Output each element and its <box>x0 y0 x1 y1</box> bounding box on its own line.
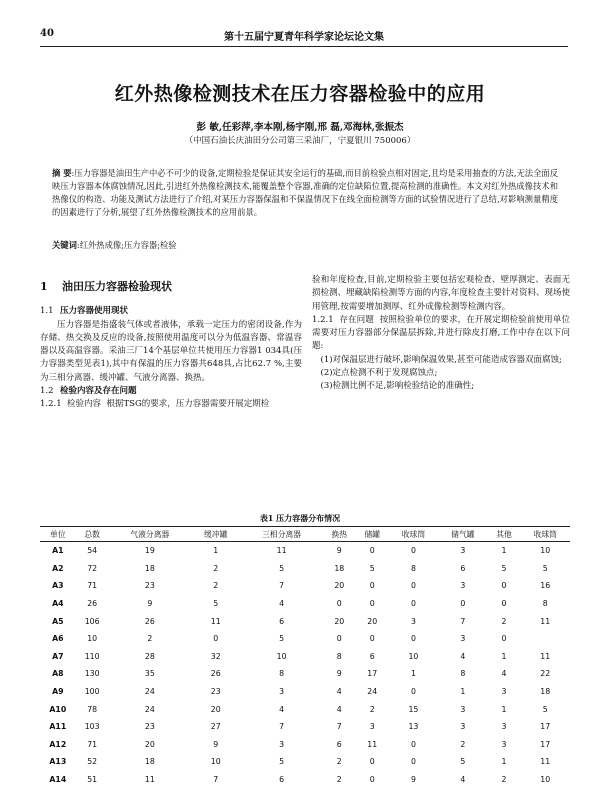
table-row <box>40 612 570 630</box>
table-cell: 2 <box>323 753 356 771</box>
table-cell: 7 <box>240 577 322 595</box>
table-cell: 20 <box>323 612 356 630</box>
table-cell: 3 <box>488 718 521 736</box>
table-cell: 3 <box>438 718 487 736</box>
row-unit-cell: A11 <box>40 718 76 736</box>
table-cell: 10 <box>389 648 438 666</box>
table-row <box>40 542 570 560</box>
table-cell: 2 <box>356 700 389 718</box>
table-cell: 4 <box>240 700 322 718</box>
table-cell: 0 <box>191 630 240 648</box>
table-cell: 3 <box>389 612 438 630</box>
table-cell: 18 <box>109 560 191 578</box>
table-row <box>40 718 570 736</box>
table-cell: 0 <box>389 736 438 754</box>
table-cell: 5 <box>191 595 240 613</box>
table-cell: 71 <box>76 577 109 595</box>
table-cell: 78 <box>76 700 109 718</box>
subsection-heading: 1.1 压力容器使用现状 <box>40 305 302 318</box>
keywords-text: :红外热成像;压力容器;检验 <box>77 240 177 250</box>
table-cell: 3 <box>438 630 487 648</box>
table-row <box>40 700 570 718</box>
list-item: (1)对保温层进行破坏,影响保温效果,甚至可能造成容器双面腐蚀; <box>312 354 570 367</box>
table-cell: 0 <box>356 542 389 560</box>
table-cell: 103 <box>76 718 109 736</box>
table-cell: 0 <box>488 630 521 648</box>
table-cell: 0 <box>438 595 487 613</box>
table-cell: 11 <box>109 771 191 788</box>
table-cell: 32 <box>191 648 240 666</box>
table-cell: 10 <box>521 771 570 788</box>
right-column <box>312 274 570 394</box>
table-cell: 130 <box>76 665 109 683</box>
affiliation: （中国石油长庆油田分公司第三采油厂，宁夏银川 750006） <box>0 134 600 146</box>
vessel-distribution-table <box>40 526 570 788</box>
table-cell: 16 <box>521 577 570 595</box>
table-row <box>40 683 570 701</box>
table-cell: 1 <box>488 753 521 771</box>
table-cell: 5 <box>240 630 322 648</box>
column-header: 收球筒 <box>521 527 570 542</box>
left-column <box>40 274 302 412</box>
table-cell: 4 <box>438 648 487 666</box>
table-cell: 18 <box>109 753 191 771</box>
table-row <box>40 560 570 578</box>
table-cell: 5 <box>240 560 322 578</box>
column-header: 其他 <box>488 527 521 542</box>
table-cell: 6 <box>438 560 487 578</box>
table-row <box>40 753 570 771</box>
table-cell: 1 <box>438 683 487 701</box>
table-cell: 2 <box>438 736 487 754</box>
column-header: 储气罐 <box>438 527 487 542</box>
table-cell: 0 <box>356 771 389 788</box>
table-cell: 13 <box>389 718 438 736</box>
table-cell: 1 <box>191 542 240 560</box>
table-cell: 5 <box>521 700 570 718</box>
table-cell: 24 <box>109 683 191 701</box>
table-cell: 10 <box>521 542 570 560</box>
column-header: 三相分离器 <box>240 527 322 542</box>
table-body <box>40 542 570 788</box>
table-row <box>40 595 570 613</box>
table-cell: 10 <box>191 753 240 771</box>
table-cell: 5 <box>438 753 487 771</box>
row-unit-cell: A13 <box>40 753 76 771</box>
table-cell: 22 <box>521 665 570 683</box>
table-cell: 35 <box>109 665 191 683</box>
column-header: 气液分离器 <box>109 527 191 542</box>
table-cell: 19 <box>109 542 191 560</box>
table-cell: 8 <box>521 595 570 613</box>
table-cell: 1 <box>389 665 438 683</box>
table-cell: 9 <box>191 736 240 754</box>
row-unit-cell: A6 <box>40 630 76 648</box>
table-cell: 1 <box>488 648 521 666</box>
table-row <box>40 630 570 648</box>
table-row <box>40 736 570 754</box>
table-cell: 6 <box>356 648 389 666</box>
table-cell: 28 <box>109 648 191 666</box>
table-cell: 4 <box>438 771 487 788</box>
column-header: 收球筒 <box>389 527 438 542</box>
table-cell: 0 <box>356 595 389 613</box>
page-number: 40 <box>40 28 54 39</box>
table-cell: 3 <box>438 700 487 718</box>
table-cell: 9 <box>323 665 356 683</box>
paragraph: 1.2.1 存在问题 按照检验单位的要求，在开展定期检验前使用单位需要对压力容器部分保温层拆除,并进行除皮打磨,工作中存在以下问题: <box>312 314 570 354</box>
table-caption: 表1 压力容器分布情况 <box>0 513 600 524</box>
list-item: (3)检测比例不足,影响检验结论的准确性; <box>312 380 570 393</box>
table-cell: 2 <box>323 771 356 788</box>
table-cell: 0 <box>356 630 389 648</box>
row-unit-cell: A3 <box>40 577 76 595</box>
row-unit-cell: A14 <box>40 771 76 788</box>
table-cell: 0 <box>323 630 356 648</box>
table-cell: 2 <box>191 577 240 595</box>
table-cell: 5 <box>240 753 322 771</box>
table-cell: 51 <box>76 771 109 788</box>
column-header: 单位 <box>40 527 76 542</box>
subsection-heading: 1.2 检验内容及存在问题 <box>40 385 302 398</box>
table-cell: 4 <box>488 665 521 683</box>
row-unit-cell: A5 <box>40 612 76 630</box>
table-cell: 110 <box>76 648 109 666</box>
table-cell: 0 <box>389 753 438 771</box>
row-unit-cell: A12 <box>40 736 76 754</box>
table-cell: 9 <box>323 542 356 560</box>
table-cell: 9 <box>109 595 191 613</box>
table-cell: 20 <box>109 736 191 754</box>
table-cell: 11 <box>191 612 240 630</box>
table-cell <box>521 630 570 648</box>
table-cell: 6 <box>240 612 322 630</box>
table-cell: 10 <box>76 630 109 648</box>
table-cell: 4 <box>323 683 356 701</box>
paragraph: 验和年度检查,目前,定期检验主要包括宏观检查、壁厚测定、表面无损检测、埋藏缺陷检测等方面的内容,年度检查主要针对资料、现场使用管理,按需要增加测厚、红外成像检测等检测内容。 <box>312 274 570 314</box>
table-cell: 0 <box>389 577 438 595</box>
table-cell: 20 <box>191 700 240 718</box>
table-cell: 17 <box>521 736 570 754</box>
table-cell: 3 <box>240 683 322 701</box>
table-cell: 18 <box>323 560 356 578</box>
table-cell: 3 <box>356 718 389 736</box>
table-row <box>40 665 570 683</box>
table-cell: 2 <box>191 560 240 578</box>
column-header: 换热 <box>323 527 356 542</box>
table-cell: 23 <box>109 718 191 736</box>
table-cell: 27 <box>191 718 240 736</box>
table-cell: 7 <box>323 718 356 736</box>
table-cell: 26 <box>191 665 240 683</box>
list-item: (2)定点检测不利于发现腐蚀点; <box>312 367 570 380</box>
table-cell: 0 <box>389 595 438 613</box>
table-cell: 6 <box>323 736 356 754</box>
table-cell: 71 <box>76 736 109 754</box>
table-cell: 8 <box>323 648 356 666</box>
table-cell: 0 <box>356 753 389 771</box>
table-cell: 2 <box>488 612 521 630</box>
table-cell: 106 <box>76 612 109 630</box>
column-header: 缓冲罐 <box>191 527 240 542</box>
abstract <box>52 167 558 219</box>
table-cell: 15 <box>389 700 438 718</box>
abstract-label: 摘 要 <box>52 168 72 178</box>
table-cell: 11 <box>356 736 389 754</box>
table-cell: 7 <box>438 612 487 630</box>
keywords <box>52 239 558 251</box>
section-heading: 1 油田压力容器检验现状 <box>40 280 302 293</box>
table-cell: 8 <box>438 665 487 683</box>
table-cell: 0 <box>356 577 389 595</box>
row-unit-cell: A10 <box>40 700 76 718</box>
table-cell: 2 <box>488 771 521 788</box>
running-header <box>40 28 568 47</box>
table-cell: 2 <box>109 630 191 648</box>
table-cell: 24 <box>356 683 389 701</box>
row-unit-cell: A8 <box>40 665 76 683</box>
table-cell: 0 <box>488 595 521 613</box>
table-cell: 20 <box>356 612 389 630</box>
table-cell: 10 <box>240 648 322 666</box>
table-cell: 0 <box>488 577 521 595</box>
table-cell: 3 <box>438 577 487 595</box>
column-header: 总数 <box>76 527 109 542</box>
table-cell: 5 <box>356 560 389 578</box>
table-cell: 3 <box>488 683 521 701</box>
table-cell: 0 <box>389 542 438 560</box>
table-row <box>40 648 570 666</box>
table-cell: 26 <box>76 595 109 613</box>
table-cell: 4 <box>240 595 322 613</box>
table-cell: 26 <box>109 612 191 630</box>
table-cell: 11 <box>521 753 570 771</box>
table-cell: 100 <box>76 683 109 701</box>
table-cell: 1 <box>488 542 521 560</box>
table-row <box>40 577 570 595</box>
table-cell: 24 <box>109 700 191 718</box>
table-cell: 11 <box>521 648 570 666</box>
column-header: 储罐 <box>356 527 389 542</box>
table-cell: 17 <box>521 718 570 736</box>
table-cell: 23 <box>191 683 240 701</box>
table-cell: 5 <box>488 560 521 578</box>
paper-title: 红外热像检测技术在压力容器检验中的应用 <box>0 79 600 106</box>
table-cell: 9 <box>389 771 438 788</box>
table-row <box>40 771 570 788</box>
table-cell: 8 <box>240 665 322 683</box>
table-cell: 20 <box>323 577 356 595</box>
table-cell: 52 <box>76 753 109 771</box>
table-cell: 72 <box>76 560 109 578</box>
author-list: 彭 敏,任彩萍,李本刚,杨宇刚,邢 磊,邓海林,张振杰 <box>0 119 600 133</box>
table-cell: 4 <box>323 700 356 718</box>
paragraph: 1.2.1 检验内容 根据TSG的要求，压力容器需要开展定期检 <box>40 398 302 411</box>
table-cell: 3 <box>240 736 322 754</box>
row-unit-cell: A1 <box>40 542 76 560</box>
table-cell: 3 <box>488 736 521 754</box>
paragraph: 压力容器是指盛装气体或者液体，承载一定压力的密闭设备,作为存储、热交换及反应的设备,按照使用温度可以分为低温容器、常温容器以及高温容器。采油三厂14个基层单位共使用压力容器1 034具(压力容器类型见表1),其中有保温的压力容器共648具,占比62.7 %,主要为三相分离器、缓冲罐、气液分离器、换热。 <box>40 319 302 385</box>
table-header-row <box>40 527 570 542</box>
table-cell: 11 <box>521 612 570 630</box>
journal-title: 第十五届宁夏青年科学家论坛论文集 <box>40 28 568 43</box>
table-cell: 1 <box>488 700 521 718</box>
table-cell: 7 <box>191 771 240 788</box>
table-cell: 0 <box>323 595 356 613</box>
row-unit-cell: A4 <box>40 595 76 613</box>
table-cell: 7 <box>240 718 322 736</box>
row-unit-cell: A9 <box>40 683 76 701</box>
table-cell: 3 <box>438 542 487 560</box>
table-cell: 8 <box>389 560 438 578</box>
keywords-label: 关键词 <box>52 240 77 250</box>
table-cell: 6 <box>240 771 322 788</box>
table-cell: 23 <box>109 577 191 595</box>
row-unit-cell: A7 <box>40 648 76 666</box>
table-cell: 17 <box>356 665 389 683</box>
table-cell: 0 <box>389 630 438 648</box>
table-cell: 0 <box>389 683 438 701</box>
table-cell: 18 <box>521 683 570 701</box>
abstract-text: :压力容器是油田生产中必不可少的设备,定期检验是保证其安全运行的基础,而目前检验点相对固定,且均是采用抽查的方法,无法全面反映压力容器本体腐蚀情况,因此,引进红外热像检测技术,能覆盖整个容器,准确的定位缺陷位置,提高检测的准确性。本文对红外热成像技术和热像仪的构造、功能及测试方法进行了介绍,对某压力容器保温和不保温情况下在线全面检测等方面的试验情况进行了总结,对影响测量精度的因素进行了分析,展望了红外热像检测技术的应用前景。 <box>52 168 558 217</box>
table-cell: 11 <box>240 542 322 560</box>
table-cell: 54 <box>76 542 109 560</box>
table-cell: 5 <box>521 560 570 578</box>
row-unit-cell: A2 <box>40 560 76 578</box>
